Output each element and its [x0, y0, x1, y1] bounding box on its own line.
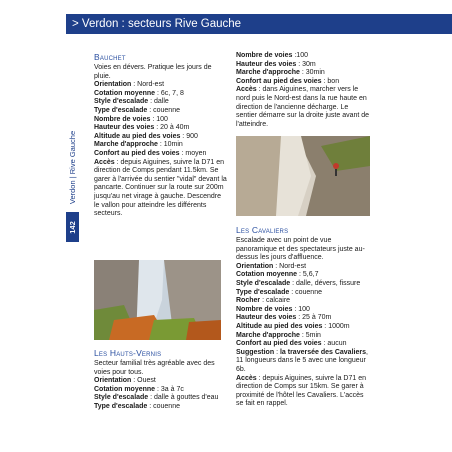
detail-value: : calcaire	[260, 297, 291, 305]
detail-value: : depuis Aiguines, suivre la D71 en direction de Comps pendant 11.5km. Se garer à l'arrivée du sentier "vidal" devant la pancarte. Continuer sur la route sur 200m jusqu'au net virage à gauche. Descendre le vallon pour atteindre les différents secteurs.	[94, 158, 227, 218]
column-right	[236, 52, 370, 129]
detail-value: :	[274, 348, 280, 356]
detail-label: Rocher	[236, 297, 261, 305]
detail-value: : 20 à 40m	[154, 124, 190, 132]
detail-row	[94, 159, 228, 219]
detail-value: : Nord-est	[273, 262, 307, 270]
detail-row	[236, 280, 370, 289]
detail-label: Type d'escalade	[94, 402, 148, 410]
detail-value: : couenne	[147, 106, 180, 114]
detail-row	[236, 332, 370, 341]
hauts-vernis-details	[94, 377, 228, 411]
cavaliers-details	[236, 263, 370, 409]
detail-value: : 25 à 70m	[296, 314, 332, 322]
detail-row	[94, 377, 228, 386]
detail-row	[94, 116, 228, 125]
detail-value: : 10min	[157, 141, 183, 149]
detail-label: Cotation moyenne	[94, 385, 156, 393]
detail-value: : bon	[321, 77, 340, 85]
detail-label: Type d'escalade	[94, 106, 148, 114]
detail-label: Marche d'approche	[94, 141, 158, 149]
detail-row	[94, 90, 228, 99]
header-title: > Verdon : secteurs Rive Gauche	[72, 18, 242, 30]
detail-label: Confort au pied des voies	[236, 340, 322, 348]
detail-row	[94, 124, 228, 133]
detail-label: Orientation	[94, 81, 132, 89]
detail-row	[236, 86, 370, 129]
section-intro: Secteur familial très agréable avec des voies pour tous.	[94, 360, 215, 376]
detail-value: :100	[292, 52, 308, 59]
detail-row	[94, 133, 228, 142]
detail-label: Hauteur des voies	[236, 314, 297, 322]
side-running-title: Verdon | Rive Gauche	[68, 130, 77, 205]
detail-label: Accès	[236, 86, 257, 94]
column-left	[94, 52, 228, 219]
detail-label: Suggestion	[236, 348, 275, 356]
detail-row	[94, 107, 228, 116]
detail-row	[236, 69, 370, 78]
detail-row	[236, 271, 370, 280]
bauchet-details-continued	[236, 52, 370, 129]
detail-row	[94, 81, 228, 90]
detail-label: Accès	[236, 374, 257, 382]
section-title-hauts-vernis: Les Hauts-Vernis	[94, 348, 162, 358]
detail-label: Nombre de voies	[236, 305, 293, 313]
detail-value: : aucun	[321, 340, 347, 348]
page-number-tab	[66, 212, 79, 242]
detail-row	[236, 323, 370, 332]
detail-row	[236, 297, 370, 306]
section-intro: Escalade avec un point de vue panoramique et des spectateurs juste au-dessus les jours d'affluence.	[236, 237, 365, 262]
detail-row	[236, 61, 370, 70]
detail-row	[94, 141, 228, 150]
detail-row	[236, 314, 370, 323]
detail-value: : dalle, dévers, fissure	[290, 279, 361, 287]
detail-value: : Ouest	[131, 377, 156, 385]
detail-value: : couenne	[289, 288, 322, 296]
canyon-photo-icon	[94, 260, 221, 340]
detail-value: : 100	[150, 115, 168, 123]
detail-value: : dans Aiguines, marcher vers le nord puis le Nord-est dans la rue haute en direction de l'ancienne décharge. Le sentier démarre sur la droite juste avant de l'atteindre.	[236, 86, 370, 128]
page-number: 142	[67, 220, 77, 234]
detail-label: Nombre de voies	[236, 52, 293, 59]
detail-value: : dalle à gouttes d'eau	[148, 394, 219, 402]
detail-label: Orientation	[236, 262, 274, 270]
detail-label: Confort au pied des voies	[94, 149, 180, 157]
detail-value: : 3a à 7c	[155, 385, 184, 393]
detail-label: Style d'escalade	[94, 98, 149, 106]
detail-label: Orientation	[94, 377, 132, 385]
suggestion-rest: , 11 longueurs dans le 5 avec une longueur 6b.	[236, 348, 368, 373]
detail-value: : 900	[180, 132, 198, 140]
detail-row	[236, 306, 370, 315]
detail-row	[94, 386, 228, 395]
detail-label: Marche d'approche	[236, 69, 300, 77]
detail-label: Confort au pied des voies	[236, 77, 322, 85]
detail-row	[94, 150, 228, 159]
detail-value: : couenne	[147, 402, 180, 410]
climber-photo-icon	[236, 136, 370, 216]
column-right-lower	[236, 225, 370, 409]
detail-value: : 6c, 7, 8	[155, 89, 184, 97]
suggestion-highlight: la traversée des Cavaliers	[279, 348, 366, 356]
detail-row	[236, 340, 370, 349]
detail-row	[94, 403, 228, 412]
detail-label: Cotation moyenne	[94, 89, 156, 97]
detail-value: : depuis Aiguines, suivre la D71 en direction de Comps sur 15km. Se garer à proximité de l'hôtel les Cavaliers. L'accès se fait en rappel.	[236, 374, 366, 408]
detail-label: Type d'escalade	[236, 288, 290, 296]
detail-value: : 30m	[296, 60, 316, 68]
detail-label: Style d'escalade	[94, 394, 149, 402]
detail-row	[94, 98, 228, 107]
detail-value: : 5,6,7	[297, 271, 319, 279]
bauchet-details	[94, 81, 228, 219]
detail-value: : Nord-est	[131, 81, 165, 89]
detail-label: Altitude au pied des voies	[236, 322, 323, 330]
page-header	[66, 14, 452, 34]
detail-label: Marche d'approche	[236, 331, 300, 339]
section-title-bauchet: Bauchet	[94, 52, 126, 62]
detail-label: Hauteur des voies	[94, 124, 155, 132]
detail-row	[236, 289, 370, 298]
detail-value: : 30min	[299, 69, 325, 77]
detail-label: Style d'escalade	[236, 279, 291, 287]
detail-value: : 1000m	[322, 322, 350, 330]
detail-label: Nombre de voies	[94, 115, 151, 123]
detail-label: Cotation moyenne	[236, 271, 298, 279]
detail-value: : 5min	[299, 331, 321, 339]
section-intro: Voies en dévers. Pratique les jours de pluie.	[94, 64, 212, 80]
detail-label: Hauteur des voies	[236, 60, 297, 68]
detail-row	[236, 349, 370, 375]
detail-row	[236, 375, 370, 409]
column-left-lower	[94, 348, 228, 412]
detail-row	[94, 394, 228, 403]
detail-row	[236, 52, 370, 61]
detail-value: : 100	[292, 305, 310, 313]
detail-value: : dalle	[148, 98, 169, 106]
section-title-cavaliers: Les Cavaliers	[236, 225, 289, 235]
detail-row	[236, 263, 370, 272]
detail-value: : moyen	[179, 149, 207, 157]
detail-row	[236, 78, 370, 87]
detail-label: Altitude au pied des voies	[94, 132, 181, 140]
detail-label: Accès	[94, 158, 115, 166]
